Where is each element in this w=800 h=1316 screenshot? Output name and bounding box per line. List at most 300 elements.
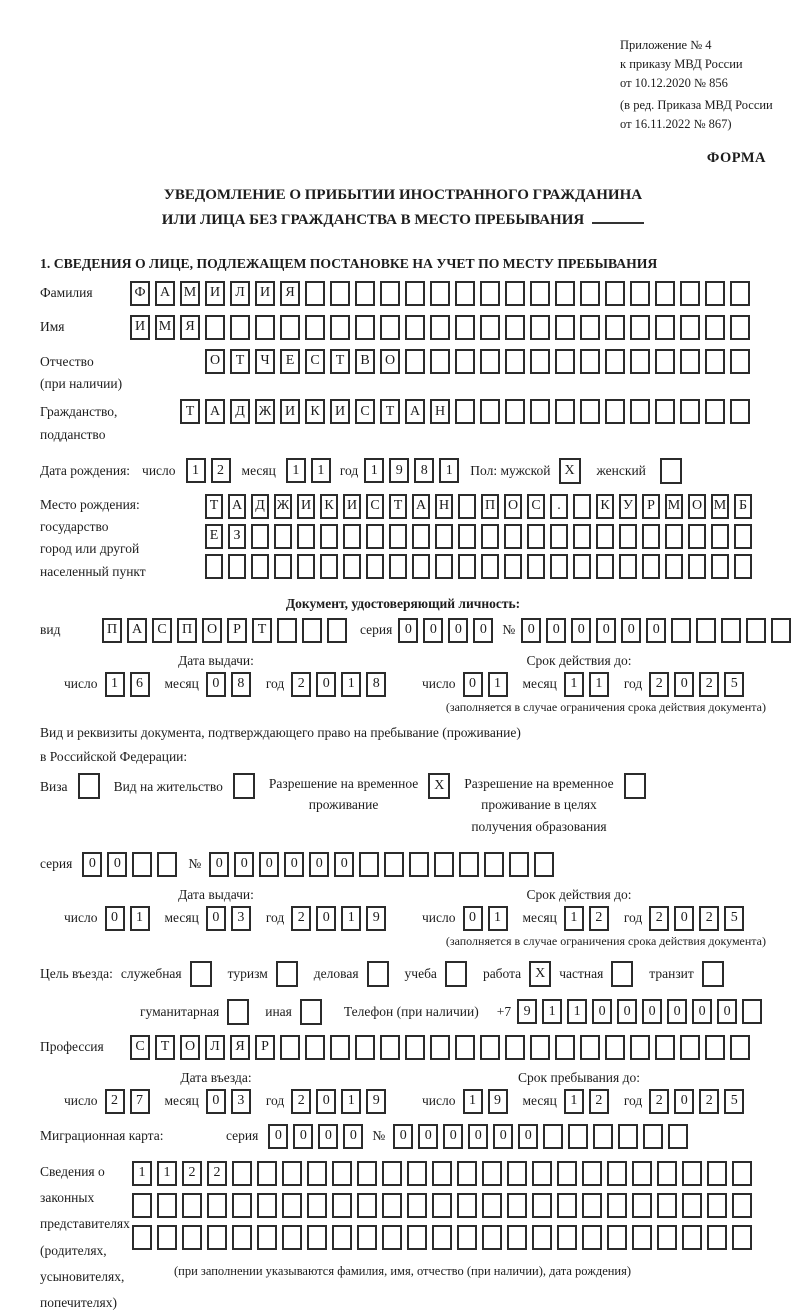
stay-day-cells [463,1089,513,1114]
form-cell: 0 [343,1124,363,1149]
form-cell [257,1225,277,1250]
form-cell [357,1193,377,1218]
form-cell [682,1161,702,1186]
residence-validity-month-cells [564,906,614,931]
form-cell: 0 [674,906,694,931]
form-cell: 0 [546,618,566,643]
purpose-other-checkbox [300,999,322,1025]
doc-kind-cells [102,618,352,643]
form-cell [305,315,325,340]
form-cell [705,315,725,340]
form-cell: 1 [130,906,150,931]
purpose-official-label: служебная [120,965,182,981]
form-cell [582,1225,602,1250]
name-label: Имя [40,318,65,334]
form-cell: 1 [488,906,508,931]
form-cell [509,852,529,877]
birth-month-cells [286,458,336,483]
entry-stay-dates [40,1070,766,1114]
annex-line: от 10.12.2020 № 856 [620,75,728,90]
form-cell: 9 [366,906,386,931]
form-cell: Я [180,315,200,340]
purpose-work-checkbox: X [529,961,551,987]
form-cell: 0 [206,672,226,697]
issue-month-cells [206,672,256,697]
purpose-tourism-checkbox [276,961,298,987]
purpose-private-label: частная [559,965,604,981]
form-cell: 0 [284,852,304,877]
form-cell: 0 [293,1124,313,1149]
form-cell: Е [280,349,300,374]
form-cell [132,1193,152,1218]
form-cell [582,1161,602,1186]
form-cell: 2 [589,1089,609,1114]
form-cell: 0 [393,1124,413,1149]
doc-number-cells [521,618,796,643]
form-cell [655,1035,675,1060]
form-cell [412,524,430,549]
form-cell [680,1035,700,1060]
form-cell: 0 [398,618,418,643]
residence-validity-header: Срок действия до: [526,886,632,902]
form-cell [668,1124,688,1149]
form-cell [382,1161,402,1186]
form-cell [730,1035,750,1060]
purpose-official-checkbox [190,961,212,987]
form-cell [596,554,614,579]
form-cell [630,315,650,340]
form-cell [230,315,250,340]
form-cell: Т [252,618,272,643]
form-cell: 0 [259,852,279,877]
birth-place-label: Место рождения: государство город или другой населенный пункт [40,496,146,579]
form-cell: 1 [364,458,384,483]
form-cell: 0 [646,618,666,643]
form-cell: 1 [311,458,331,483]
form-cell: 2 [699,1089,719,1114]
form-cell: О [202,618,222,643]
form-cell: 0 [107,852,127,877]
form-cell [307,1193,327,1218]
form-cell [573,524,591,549]
form-cell: 0 [617,999,637,1024]
purpose-work-label: работа [482,965,522,981]
form-cell [457,1193,477,1218]
form-cell [257,1193,277,1218]
form-cell [643,1124,663,1149]
form-cell [630,399,650,424]
month-label: месяц [241,462,276,478]
form-cell [407,1225,427,1250]
doc-number-label: № [502,622,516,638]
residence-validity-note: (заполняется в случае ограничения срока действия документа) [445,933,766,948]
form-cell [307,1225,327,1250]
form-cell: 2 [589,906,609,931]
form-cell: Я [280,281,300,306]
patronymic-row [40,349,766,396]
form-cell: 3 [231,1089,251,1114]
form-cell [357,1225,377,1250]
form-cell [734,554,752,579]
surname-row [40,281,766,306]
form-cell: Т [330,349,350,374]
form-cell [330,1035,350,1060]
stay-month-cells [564,1089,614,1114]
form-cell [305,281,325,306]
migration-number-label: № [372,1128,386,1144]
legal-cells-2 [132,1193,757,1218]
form-cell: Б [734,494,752,519]
form-cell [282,1193,302,1218]
temp-residence-label: Разрешение на временное проживание [268,775,419,813]
form-cell [580,399,600,424]
form-cell [459,852,479,877]
form-cell [507,1161,527,1186]
form-cell [251,524,269,549]
form-cell [655,399,675,424]
form-cell [282,1225,302,1250]
form-cell [680,315,700,340]
form-cell [671,618,691,643]
form-cell [711,524,729,549]
form-cell [320,524,338,549]
purpose-business-checkbox [367,961,389,987]
form-cell: 6 [130,672,150,697]
form-cell [405,281,425,306]
form-cell [580,1035,600,1060]
form-cell: 0 [82,852,102,877]
form-cell [430,349,450,374]
form-cell [327,618,347,643]
form-cell: В [355,349,375,374]
form-cell: 2 [211,458,231,483]
citizenship-row [40,399,766,446]
form-cell [707,1193,727,1218]
surname-cells [130,281,755,306]
residence-permit-label: Вид на жительство [113,778,223,794]
surname-label: Фамилия [40,284,93,300]
form-cell [557,1193,577,1218]
form-cell [607,1193,627,1218]
form-cell [380,281,400,306]
purpose-private-checkbox [611,961,633,987]
residence-validity-day-cells [463,906,513,931]
form-cell [435,524,453,549]
form-cell [343,554,361,579]
form-cell [530,1035,550,1060]
form-cell: Е [205,524,223,549]
form-cell [530,315,550,340]
form-cell: Т [155,1035,175,1060]
form-cell: 2 [291,1089,311,1114]
forma-label: ФОРМА [706,149,766,166]
form-cell: 0 [418,1124,438,1149]
form-cell: О [205,349,225,374]
title-blank-underline [592,207,644,224]
form-cell: 1 [567,999,587,1024]
form-cell: Н [435,494,453,519]
form-cell [297,524,315,549]
form-cell [504,554,522,579]
annex-note [620,36,800,134]
form-cell: 2 [649,672,669,697]
residence-number-label: № [188,856,202,872]
annex-line: (в ред. Приказа МВД России [620,98,773,113]
form-cell: 0 [318,1124,338,1149]
form-cell: А [127,618,147,643]
form-cell: 1 [488,672,508,697]
birth-date-label: Дата рождения: [40,462,131,478]
form-cell [432,1193,452,1218]
form-cell [302,618,322,643]
sex-female-label: женский [596,462,646,478]
form-cell [389,524,407,549]
form-cell [330,315,350,340]
patronymic-label: Отчество (при наличии) [40,353,123,392]
form-cell [297,554,315,579]
form-cell [480,315,500,340]
form-cell [665,524,683,549]
form-cell: 0 [309,852,329,877]
form-cell [507,1225,527,1250]
form-cell [280,315,300,340]
form-cell [632,1225,652,1250]
form-cell [696,618,716,643]
form-cell: З [228,524,246,549]
form-cell: О [504,494,522,519]
form-cell: 1 [341,672,361,697]
form-cell: М [665,494,683,519]
sex-female-checkbox [660,458,682,484]
form-cell [557,1225,577,1250]
form-cell [555,315,575,340]
form-cell: С [305,349,325,374]
form-cell: О [688,494,706,519]
form-cell [205,315,225,340]
form-cell: 9 [366,1089,386,1114]
form-cell [182,1193,202,1218]
form-cell [182,1225,202,1250]
residence-issue-year-cells [291,906,391,931]
birth-place-row [40,494,766,584]
visa-item [40,773,100,799]
form-cell [251,554,269,579]
form-cell [630,281,650,306]
form-cell: И [297,494,315,519]
form-title-line2: ИЛИ ЛИЦА БЕЗ ГРАЖДАНСТВА В МЕСТО ПРЕБЫВАНИЯ [40,207,766,232]
form-cell [605,349,625,374]
form-cell: 1 [105,672,125,697]
form-cell [505,281,525,306]
form-cell: 0 [717,999,737,1024]
form-cell [389,554,407,579]
form-cell [742,999,762,1024]
form-cell [207,1225,227,1250]
form-cell: 2 [182,1161,202,1186]
form-cell: 0 [463,672,483,697]
form-cell [505,315,525,340]
form-cell: 2 [105,1089,125,1114]
entry-day-cells [105,1089,155,1114]
form-cell: 1 [341,906,361,931]
form-cell: . [550,494,568,519]
residence-permit-item [114,773,255,799]
birth-place-cells-3 [205,554,757,579]
purpose-study-checkbox [445,961,467,987]
migration-series-label: серия [226,1128,259,1144]
form-cell: 0 [316,672,336,697]
residence-issue-line: число 0 1 месяц 0 3 год 2 0 1 9 [64,906,392,931]
profession-label: Профессия [40,1038,104,1054]
residence-issue-header: Дата выдачи: [178,886,254,902]
edu-residence-item [464,773,645,838]
form-cell [557,1161,577,1186]
legal-note: (при заполнении указываются фамилия, имя, отчество (при наличии), дата рождения) [174,1263,632,1278]
form-cell [480,1035,500,1060]
form-cell: 0 [621,618,641,643]
form-cell: 5 [724,672,744,697]
form-cell: 5 [724,1089,744,1114]
form-cell [543,1124,563,1149]
form-cell [405,1035,425,1060]
visa-label: Виза [40,778,68,794]
form-cell [705,1035,725,1060]
form-cell: 0 [667,999,687,1024]
form-cell: Ф [130,281,150,306]
form-cell [682,1193,702,1218]
form-cell [157,852,177,877]
doc-series-cells [398,618,498,643]
annex-line: к приказу МВД России [620,56,743,71]
form-cell [355,1035,375,1060]
form-cell [657,1225,677,1250]
form-cell [642,524,660,549]
form-cell [642,554,660,579]
form-cell [280,1035,300,1060]
annex-line: Приложение № 4 [620,38,712,52]
form-cell [655,315,675,340]
form-cell: 0 [206,1089,226,1114]
citizenship-label: Гражданство, подданство [40,404,118,442]
residence-doc-dates [40,887,766,949]
form-cell [605,399,625,424]
form-cell [707,1161,727,1186]
form-cell: О [380,349,400,374]
residence-issue-day-cells [105,906,155,931]
form-cell [382,1225,402,1250]
form-cell: Ж [255,399,275,424]
form-cell [457,1225,477,1250]
form-cell: 0 [596,618,616,643]
form-cell [481,554,499,579]
validity-date-header: Срок действия до: [526,652,632,668]
purpose-transit-checkbox [702,961,724,987]
form-cell [405,349,425,374]
purpose-business-label: деловая [313,965,359,981]
form-cell [555,399,575,424]
migration-number-cells [393,1124,693,1149]
form-cell: 0 [642,999,662,1024]
form-cell: Т [389,494,407,519]
form-cell: Р [642,494,660,519]
form-cell: Н [430,399,450,424]
form-cell [355,281,375,306]
form-cell: О [180,1035,200,1060]
form-cell [534,852,554,877]
form-cell: Т [180,399,200,424]
form-cell [330,281,350,306]
birth-year-cells [364,458,464,483]
form-cell [705,399,725,424]
residence-validity-line: число 0 1 месяц 1 2 год 2 0 2 5 [422,906,766,931]
form-cell: К [596,494,614,519]
form-cell [274,554,292,579]
form-cell [482,1225,502,1250]
form-cell: М [711,494,729,519]
form-cell [705,281,725,306]
form-cell [734,524,752,549]
phone-prefix: +7 [496,1003,512,1019]
form-cell: Д [230,399,250,424]
form-cell [619,524,637,549]
form-cell: А [405,399,425,424]
form-cell [405,315,425,340]
form-cell: А [155,281,175,306]
temp-residence-item [269,773,450,816]
form-cell [607,1225,627,1250]
form-cell [458,554,476,579]
form-cell: 1 [564,672,584,697]
form-cell: 8 [231,672,251,697]
birth-place-cells-1 [205,494,757,519]
form-cell [580,349,600,374]
form-cell: 0 [592,999,612,1024]
form-cell: 2 [207,1161,227,1186]
legal-cells-1 [132,1161,757,1186]
form-cell [596,524,614,549]
form-cell: 0 [334,852,354,877]
form-cell [505,349,525,374]
form-cell: 0 [105,906,125,931]
form-cell [332,1193,352,1218]
form-cell: 2 [291,672,311,697]
form-cell [430,281,450,306]
form-cell [732,1225,752,1250]
form-cell: 9 [517,999,537,1024]
form-cell [746,618,766,643]
form-cell [688,554,706,579]
form-cell: П [177,618,197,643]
form-cell [355,315,375,340]
form-cell [657,1161,677,1186]
form-cell [409,852,429,877]
form-cell [507,1193,527,1218]
form-cell [366,554,384,579]
form-cell [482,1193,502,1218]
form-cell: Л [205,1035,225,1060]
form-cell [359,852,379,877]
form-cell [530,399,550,424]
form-cell [407,1161,427,1186]
validity-year-cells [649,672,749,697]
birth-place-cells-2 [205,524,757,549]
residence-doc-line1: Вид и реквизиты документа, подтверждающего право на пребывание (проживание) [40,724,521,740]
form-cell [257,1161,277,1186]
form-cell: И [280,399,300,424]
residence-validity-year-cells [649,906,749,931]
form-cell: П [102,618,122,643]
form-cell: М [155,315,175,340]
